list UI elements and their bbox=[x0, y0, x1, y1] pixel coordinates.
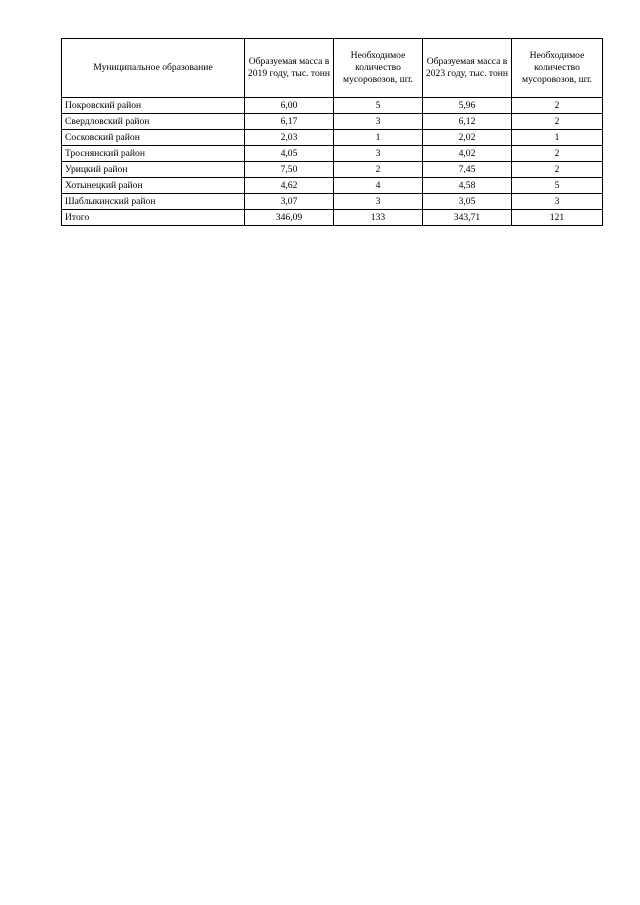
cell-trucks-2023: 2 bbox=[512, 98, 603, 114]
cell-mass-2019: 4,62 bbox=[245, 178, 334, 194]
cell-trucks-2019: 4 bbox=[334, 178, 423, 194]
cell-total-label: Итого bbox=[62, 210, 245, 226]
cell-municipality: Покровский район bbox=[62, 98, 245, 114]
table-row bbox=[62, 114, 603, 130]
cell-trucks-2019: 5 bbox=[334, 98, 423, 114]
cell-trucks-2019: 3 bbox=[334, 194, 423, 210]
cell-municipality: Хотынецкий район bbox=[62, 178, 245, 194]
cell-mass-2019: 7,50 bbox=[245, 162, 334, 178]
cell-municipality: Сосковский район bbox=[62, 130, 245, 146]
cell-trucks-2023: 2 bbox=[512, 146, 603, 162]
total-row bbox=[62, 210, 603, 226]
cell-trucks-2023: 5 bbox=[512, 178, 603, 194]
table-row bbox=[62, 146, 603, 162]
cell-mass-2023: 4,58 bbox=[423, 178, 512, 194]
cell-total-trucks-2023: 121 bbox=[512, 210, 603, 226]
table-row bbox=[62, 130, 603, 146]
table-body bbox=[62, 98, 603, 226]
cell-mass-2019: 6,00 bbox=[245, 98, 334, 114]
cell-municipality: Троснянский район bbox=[62, 146, 245, 162]
table-row bbox=[62, 162, 603, 178]
cell-mass-2019: 6,17 bbox=[245, 114, 334, 130]
cell-mass-2023: 3,05 bbox=[423, 194, 512, 210]
header-trucks-2023: Необходимое количество мусоровозов, шт. bbox=[512, 39, 603, 98]
cell-municipality: Урицкий район bbox=[62, 162, 245, 178]
table-row bbox=[62, 194, 603, 210]
header-municipality: Муниципальное образование bbox=[62, 39, 245, 98]
table-row bbox=[62, 178, 603, 194]
cell-trucks-2023: 3 bbox=[512, 194, 603, 210]
cell-mass-2019: 2,03 bbox=[245, 130, 334, 146]
cell-mass-2019: 4,05 bbox=[245, 146, 334, 162]
header-row bbox=[62, 39, 603, 98]
cell-trucks-2019: 2 bbox=[334, 162, 423, 178]
cell-total-trucks-2019: 133 bbox=[334, 210, 423, 226]
header-trucks-2019: Необходимое количество мусоровозов, шт. bbox=[334, 39, 423, 98]
cell-trucks-2023: 2 bbox=[512, 162, 603, 178]
table-row bbox=[62, 98, 603, 114]
table-header bbox=[62, 39, 603, 98]
cell-mass-2023: 5,96 bbox=[423, 98, 512, 114]
cell-mass-2019: 3,07 bbox=[245, 194, 334, 210]
cell-mass-2023: 6,12 bbox=[423, 114, 512, 130]
cell-trucks-2019: 1 bbox=[334, 130, 423, 146]
cell-total-mass-2019: 346,09 bbox=[245, 210, 334, 226]
cell-trucks-2023: 2 bbox=[512, 114, 603, 130]
cell-trucks-2019: 3 bbox=[334, 146, 423, 162]
cell-municipality: Шаблыкинский район bbox=[62, 194, 245, 210]
cell-mass-2023: 4,02 bbox=[423, 146, 512, 162]
header-mass-2019: Образуемая масса в 2019 году, тыс. тонн bbox=[245, 39, 334, 98]
cell-mass-2023: 2,02 bbox=[423, 130, 512, 146]
cell-municipality: Свердловский район bbox=[62, 114, 245, 130]
cell-total-mass-2023: 343,71 bbox=[423, 210, 512, 226]
cell-trucks-2023: 1 bbox=[512, 130, 603, 146]
cell-trucks-2019: 3 bbox=[334, 114, 423, 130]
header-mass-2023: Образуемая масса в 2023 году, тыс. тонн bbox=[423, 39, 512, 98]
cell-mass-2023: 7,45 bbox=[423, 162, 512, 178]
waste-trucks-table bbox=[61, 38, 603, 226]
